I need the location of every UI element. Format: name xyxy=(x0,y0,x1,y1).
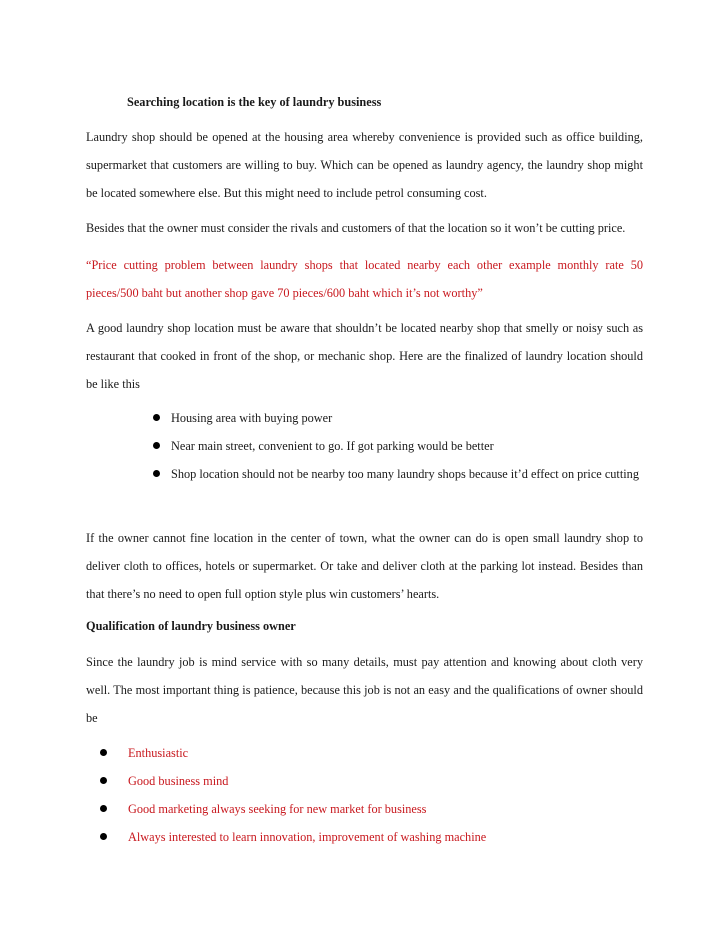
list-item xyxy=(98,795,643,823)
list-item-text: Always interested to learn innovation, improvement of washing machine xyxy=(128,830,487,844)
bullet-icon xyxy=(100,833,107,840)
bullet-icon xyxy=(153,442,160,449)
quote-price-cutting: “Price cutting problem between laundry shops that located nearby each other example monthly rate 50 pieces/500 baht but another shop gave 70 pieces/600 baht which it’s not worthy” xyxy=(86,258,643,300)
paragraph-delivery-option: If the owner cannot fine location in the center of town, what the owner can do is open small laundry shop to deliver cloth to offices, hotels or supermarket. Or take and deliver cloth at the parking lot instead. Besides than that there’s no need to open full option style plus win customers’ hearts. xyxy=(86,531,643,601)
bullet-icon xyxy=(100,777,107,784)
section-title: Searching location is the key of laundry business xyxy=(127,95,382,109)
list-item-text: Shop location should not be nearby too many laundry shops because it’d effect on price cutting xyxy=(171,467,639,481)
bullet-icon xyxy=(100,749,107,756)
list-item xyxy=(153,432,643,460)
bullet-icon xyxy=(153,470,160,477)
paragraph-rivals: Besides that the owner must consider the rivals and customers of that the location so it won’t be cutting price. xyxy=(86,221,626,235)
bullet-icon xyxy=(153,414,160,421)
list-item-text: Good business mind xyxy=(128,774,229,788)
list-item xyxy=(153,404,643,432)
list-item-text: Enthusiastic xyxy=(128,746,189,760)
list-item xyxy=(153,460,643,488)
list-item xyxy=(98,739,643,767)
list-item xyxy=(98,823,643,851)
paragraph-location-criteria: A good laundry shop location must be aware that shouldn’t be located nearby shop that smelly or noisy such as restaurant that cooked in front of the shop, or mechanic shop. Here are the finalized of laundry location should be like this xyxy=(86,321,643,391)
paragraph-location-intro: Laundry shop should be opened at the housing area whereby convenience is provided such as office building, supermarket that customers are willing to buy. Which can be opened as laundry agency, the laundry shop might be located somewhere else. But this might need to include petrol consuming cost. xyxy=(86,130,643,200)
qualification-list xyxy=(98,739,643,851)
list-item-text: Good marketing always seeking for new market for business xyxy=(128,802,427,816)
list-item xyxy=(98,767,643,795)
bullet-icon xyxy=(100,805,107,812)
section-heading: Qualification of laundry business owner xyxy=(86,619,296,633)
list-item-text: Housing area with buying power xyxy=(171,411,333,425)
location-list xyxy=(153,404,643,488)
paragraph-qualifications-intro: Since the laundry job is mind service with so many details, must pay attention and knowing about cloth very well. The most important thing is patience, because this job is not an easy and the qualifications of owner should be xyxy=(86,655,643,725)
list-item-text: Near main street, convenient to go. If got parking would be better xyxy=(171,439,494,453)
